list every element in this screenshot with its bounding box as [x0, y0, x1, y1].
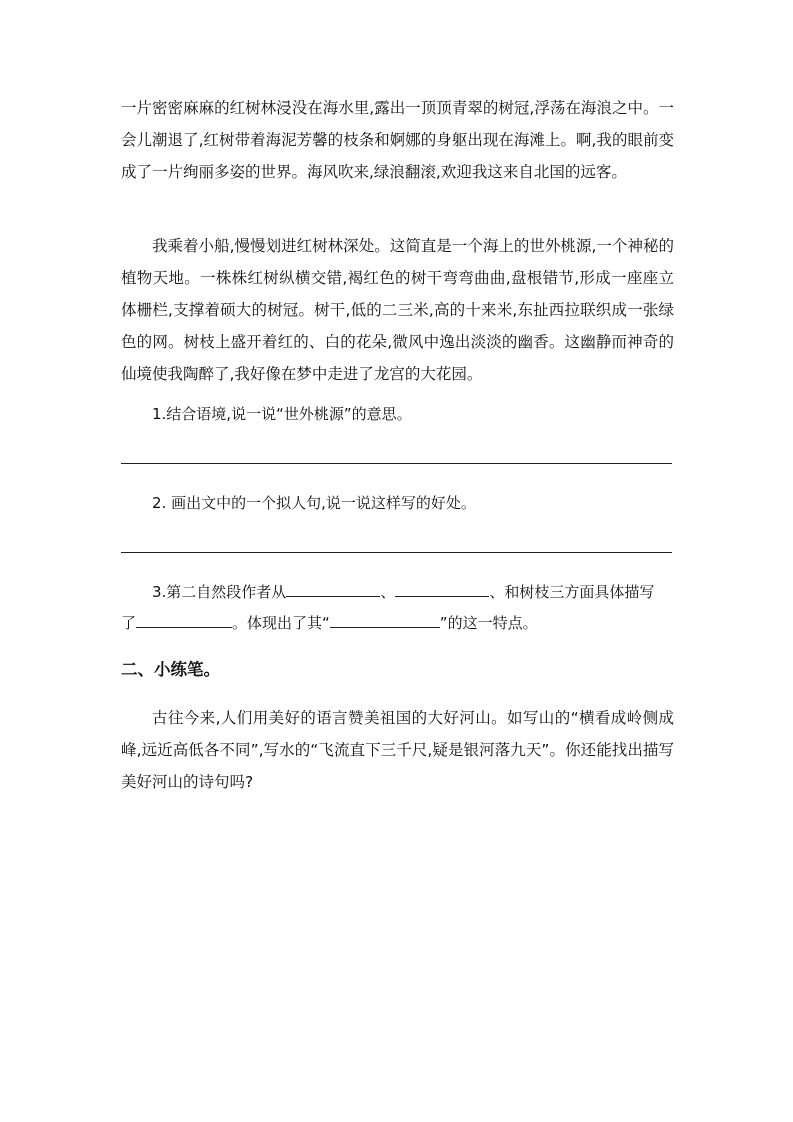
answer-line-1[interactable] — [121, 463, 672, 464]
question-3-separator: 、 — [380, 583, 396, 601]
question-3-line-1 — [152, 576, 654, 608]
question-3-line-2 — [121, 607, 538, 639]
question-2: 2. 画出文中的一个拟人句,说一说这样写的好处。 — [152, 494, 476, 512]
question-3-text-a: 3.第二自然段作者从 — [152, 583, 287, 601]
section-2-heading: 二、小练笔。 — [121, 660, 220, 679]
question-3-text-c: 了 — [121, 614, 137, 632]
answer-line-2[interactable] — [121, 552, 672, 553]
fill-blank-4[interactable] — [330, 611, 440, 628]
fill-blank-1[interactable] — [286, 580, 380, 597]
question-1: 1.结合语境,说一说“世外桃源”的意思。 — [152, 405, 412, 423]
question-3-text-d: 。体现出了其“ — [232, 614, 330, 632]
passage-paragraph-2: 我乘着小船,慢慢划进红树林深处。这简直是一个海上的世外桃源,一个神秘的植物天地。一株株红树纵横交错,褐红色的树干弯弯曲曲,盘根错节,形成一座座立体栅栏,支撑着硕大的树冠。树干,低的二三米,高的十来米,东扯西拉联织成一张绿色的网。树枝上盛开着红的、白的花朵,微风中逸出淡淡的幽香。这幽静而神奇的仙境使我陶醉了,我好像在梦中走进了龙宫的大花园。 — [121, 237, 674, 383]
fill-blank-3[interactable] — [136, 611, 232, 628]
section-2-body: 古往今来,人们用美好的语言赞美祖国的大好河山。如写山的“横看成岭侧成峰,远近高低各不同”,写水的“飞流直下三千尺,疑是银河落九天”。你还能找出描写美好河山的诗句吗? — [121, 709, 674, 791]
question-3-text-b: 、和树枝三方面具体描写 — [489, 583, 655, 601]
passage-paragraph-1: 一片密密麻麻的红树林浸没在海水里,露出一顶顶青翠的树冠,浮荡在海浪之中。一会儿潮退了,红树带着海泥芳馨的枝条和婀娜的身躯出现在海滩上。啊,我的眼前变成了一片绚丽多姿的世界。海风吹来,绿浪翻滚,欢迎我这来自北国的远客。 — [121, 99, 674, 181]
question-3-text-e: ”的这一特点。 — [439, 614, 538, 632]
fill-blank-2[interactable] — [395, 580, 489, 597]
